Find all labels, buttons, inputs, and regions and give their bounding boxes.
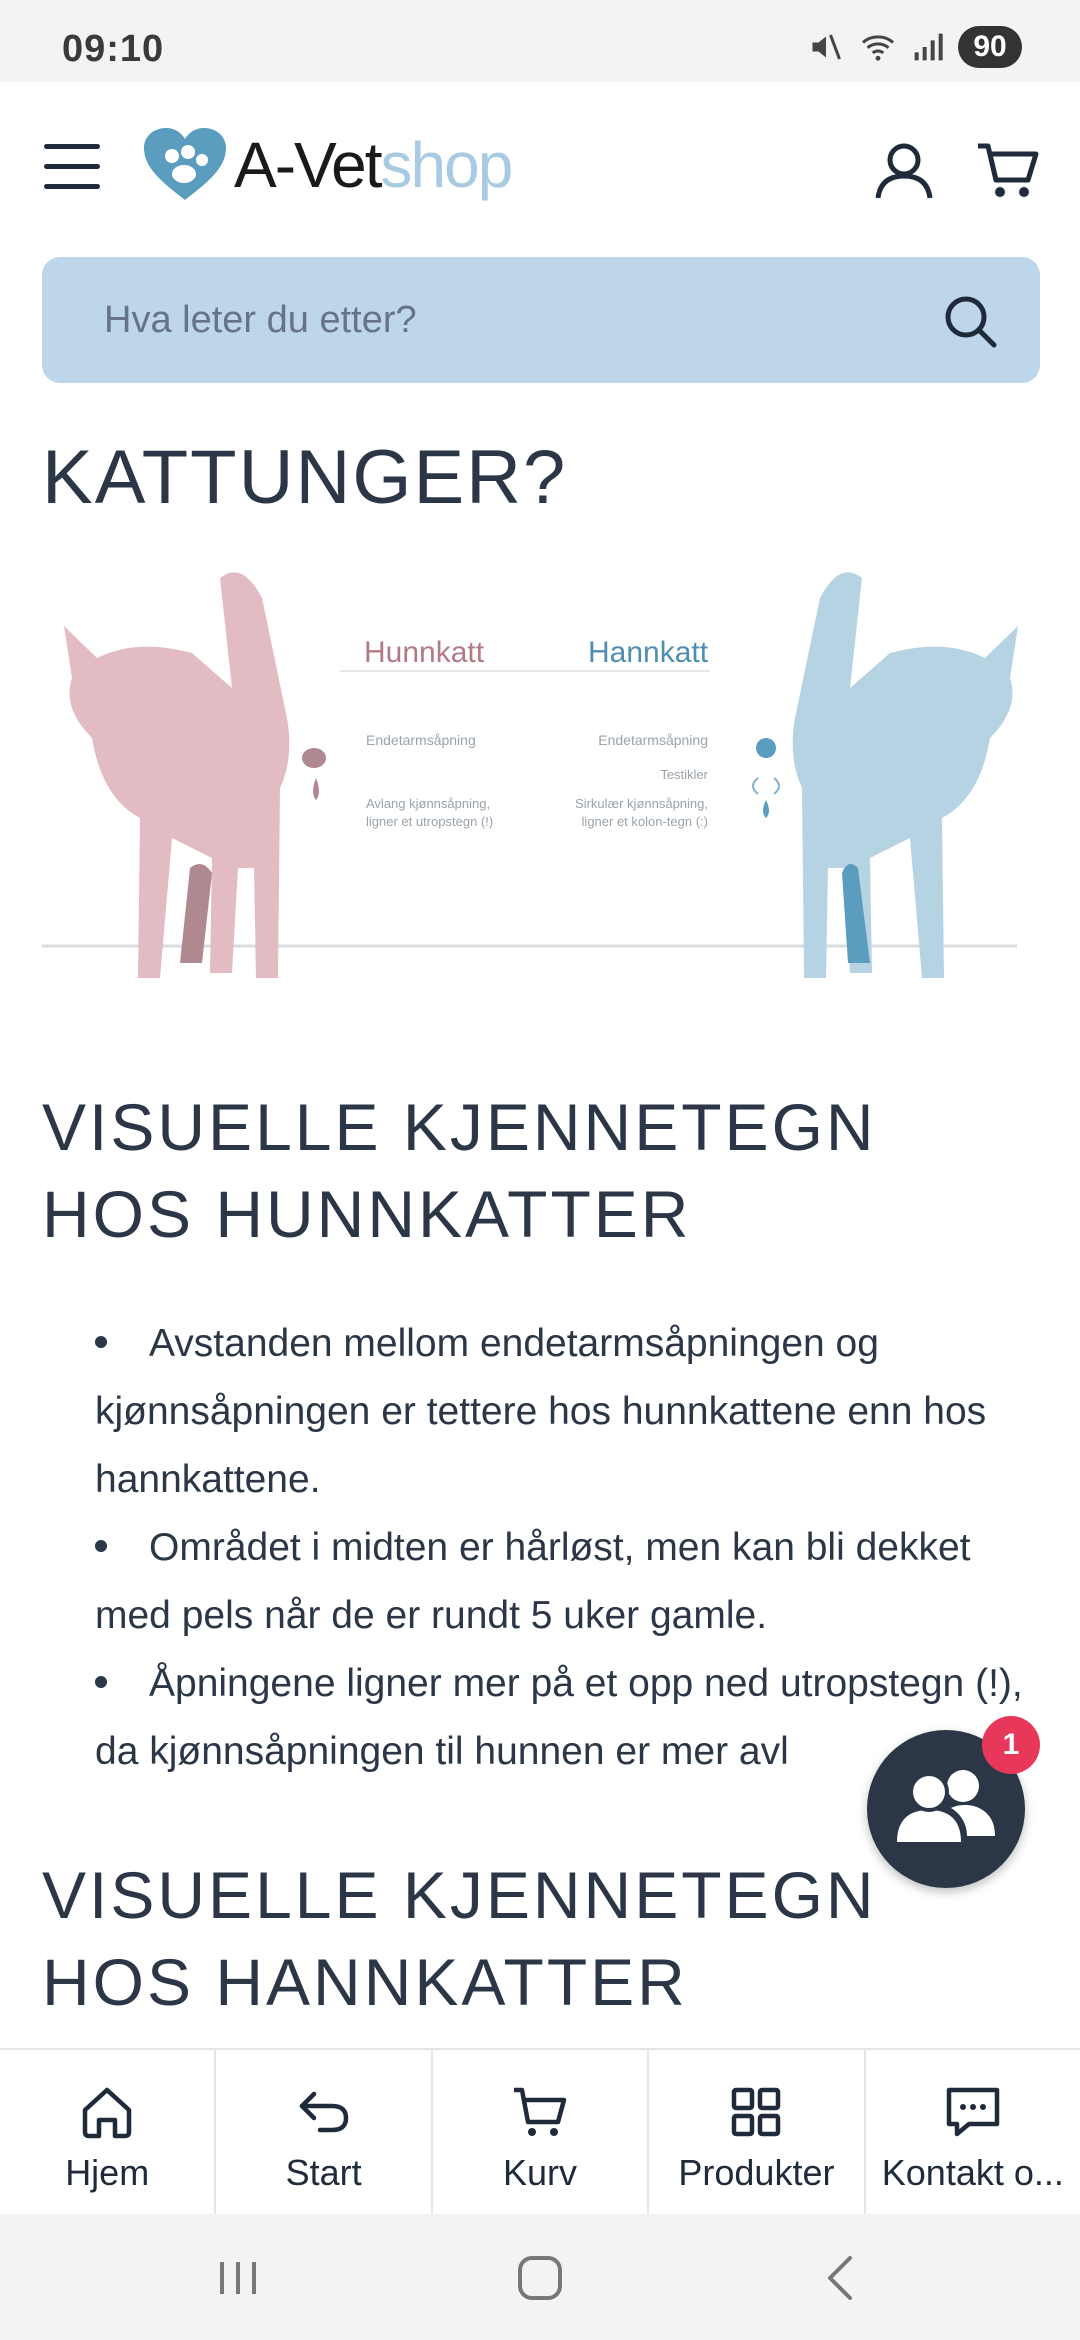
user-icon — [874, 140, 934, 200]
male-label-genital-2: ligner et kolon-tegn (:) — [581, 814, 708, 829]
cart-icon — [510, 2082, 570, 2142]
nav-start-label: Start — [285, 2152, 362, 2193]
nav-home-label: Hjem — [65, 2152, 150, 2193]
female-cat-leg-shadow — [180, 864, 212, 963]
cat-gender-illustration — [42, 568, 1040, 1013]
system-navigation-bar — [0, 2214, 1080, 2340]
nav-home[interactable] — [0, 2050, 216, 2214]
male-label-anus: Endetarmsåpning — [598, 732, 708, 748]
female-label-genital-2: ligner et utropstegn (!) — [366, 814, 494, 829]
bullet-dot — [95, 1676, 107, 1688]
list-item — [95, 1310, 1035, 1514]
female-genital-mark — [313, 778, 319, 800]
female-label-anus: Endetarmsåpning — [366, 732, 476, 748]
section-heading-males: VISUELLE KJENNETEGN HOS HANNKATTER — [42, 1858, 877, 2019]
cart-button[interactable] — [976, 140, 1040, 200]
male-label-testicles: Testikler — [660, 767, 708, 782]
battery-indicator: 90 — [958, 26, 1022, 68]
status-time: 09:10 — [62, 28, 165, 70]
logo-text-light: shop — [380, 129, 512, 201]
female-title: Hunnkatt — [364, 636, 485, 669]
nav-cart-label: Kurv — [503, 2152, 578, 2193]
message-icon — [943, 2082, 1003, 2142]
chat-notification-badge: 1 — [982, 1716, 1040, 1774]
list-item — [95, 1514, 1035, 1650]
male-label-genital-1: Sirkulær kjønnsåpning, — [575, 796, 708, 811]
male-anus-mark — [756, 738, 776, 758]
bottom-navigation — [0, 2048, 1080, 2214]
male-testicles-mark — [753, 778, 779, 794]
nav-contact-label: Kontakt o... — [881, 2152, 1064, 2193]
grid-icon — [726, 2082, 786, 2142]
home-icon — [77, 2082, 137, 2142]
site-logo[interactable] — [142, 126, 511, 204]
nav-products[interactable] — [649, 2050, 865, 2214]
male-genital-mark — [763, 800, 769, 818]
heart-paw-logo-icon — [142, 126, 228, 204]
logo-text-dark: A-Vet — [234, 129, 381, 201]
male-cat-silhouette — [793, 572, 1018, 978]
mute-icon — [808, 29, 844, 65]
bullet-dot — [95, 1336, 107, 1348]
female-cat-silhouette — [64, 572, 289, 978]
search-input[interactable] — [104, 257, 904, 383]
female-traits-list — [95, 1310, 1035, 1786]
search-icon[interactable] — [942, 293, 998, 349]
status-bar — [0, 0, 1080, 82]
site-header — [0, 82, 1080, 254]
menu-line — [44, 164, 100, 169]
female-label-genital-1: Avlang kjønnsåpning, — [366, 796, 491, 811]
nav-start[interactable] — [216, 2050, 432, 2214]
back-system-icon[interactable] — [812, 2254, 872, 2302]
nav-cart[interactable] — [433, 2050, 649, 2214]
female-anus-mark — [302, 748, 326, 768]
logo-text — [234, 128, 511, 202]
account-button[interactable] — [874, 140, 934, 200]
bullet-dot — [95, 1540, 107, 1552]
cart-icon — [976, 140, 1040, 200]
list-item-text: Avstanden mellom endetarmsåpningen og kjønnsåpningen er tettere hos hunnkattene enn hos hannkattene. — [95, 1322, 987, 1501]
section-heading-females: VISUELLE KJENNETEGN HOS HUNNKATTER — [42, 1090, 877, 1251]
menu-line — [44, 144, 100, 149]
recent-apps-icon[interactable] — [208, 2254, 268, 2302]
back-arrow-icon — [294, 2082, 354, 2142]
page-title: KATTUNGER? — [42, 435, 568, 520]
search-bar — [42, 257, 1040, 383]
nav-contact[interactable] — [866, 2050, 1080, 2214]
male-title: Hannkatt — [588, 636, 709, 669]
signal-icon — [912, 29, 944, 65]
wifi-icon — [858, 29, 898, 65]
hamburger-menu-button[interactable] — [44, 144, 100, 190]
menu-line — [44, 184, 100, 189]
status-icons — [808, 26, 1022, 68]
list-item-text: Området i midten er hårløst, men kan bli dekket med pels når de er rundt 5 uker gamle. — [95, 1526, 971, 1637]
nav-products-label: Produkter — [678, 2152, 835, 2193]
list-item-text: Åpningene ligner mer på et opp ned utropstegn (!), da kjønnsåpningen til hunnen er mer avl — [95, 1662, 1023, 1773]
home-system-icon[interactable] — [510, 2254, 570, 2302]
